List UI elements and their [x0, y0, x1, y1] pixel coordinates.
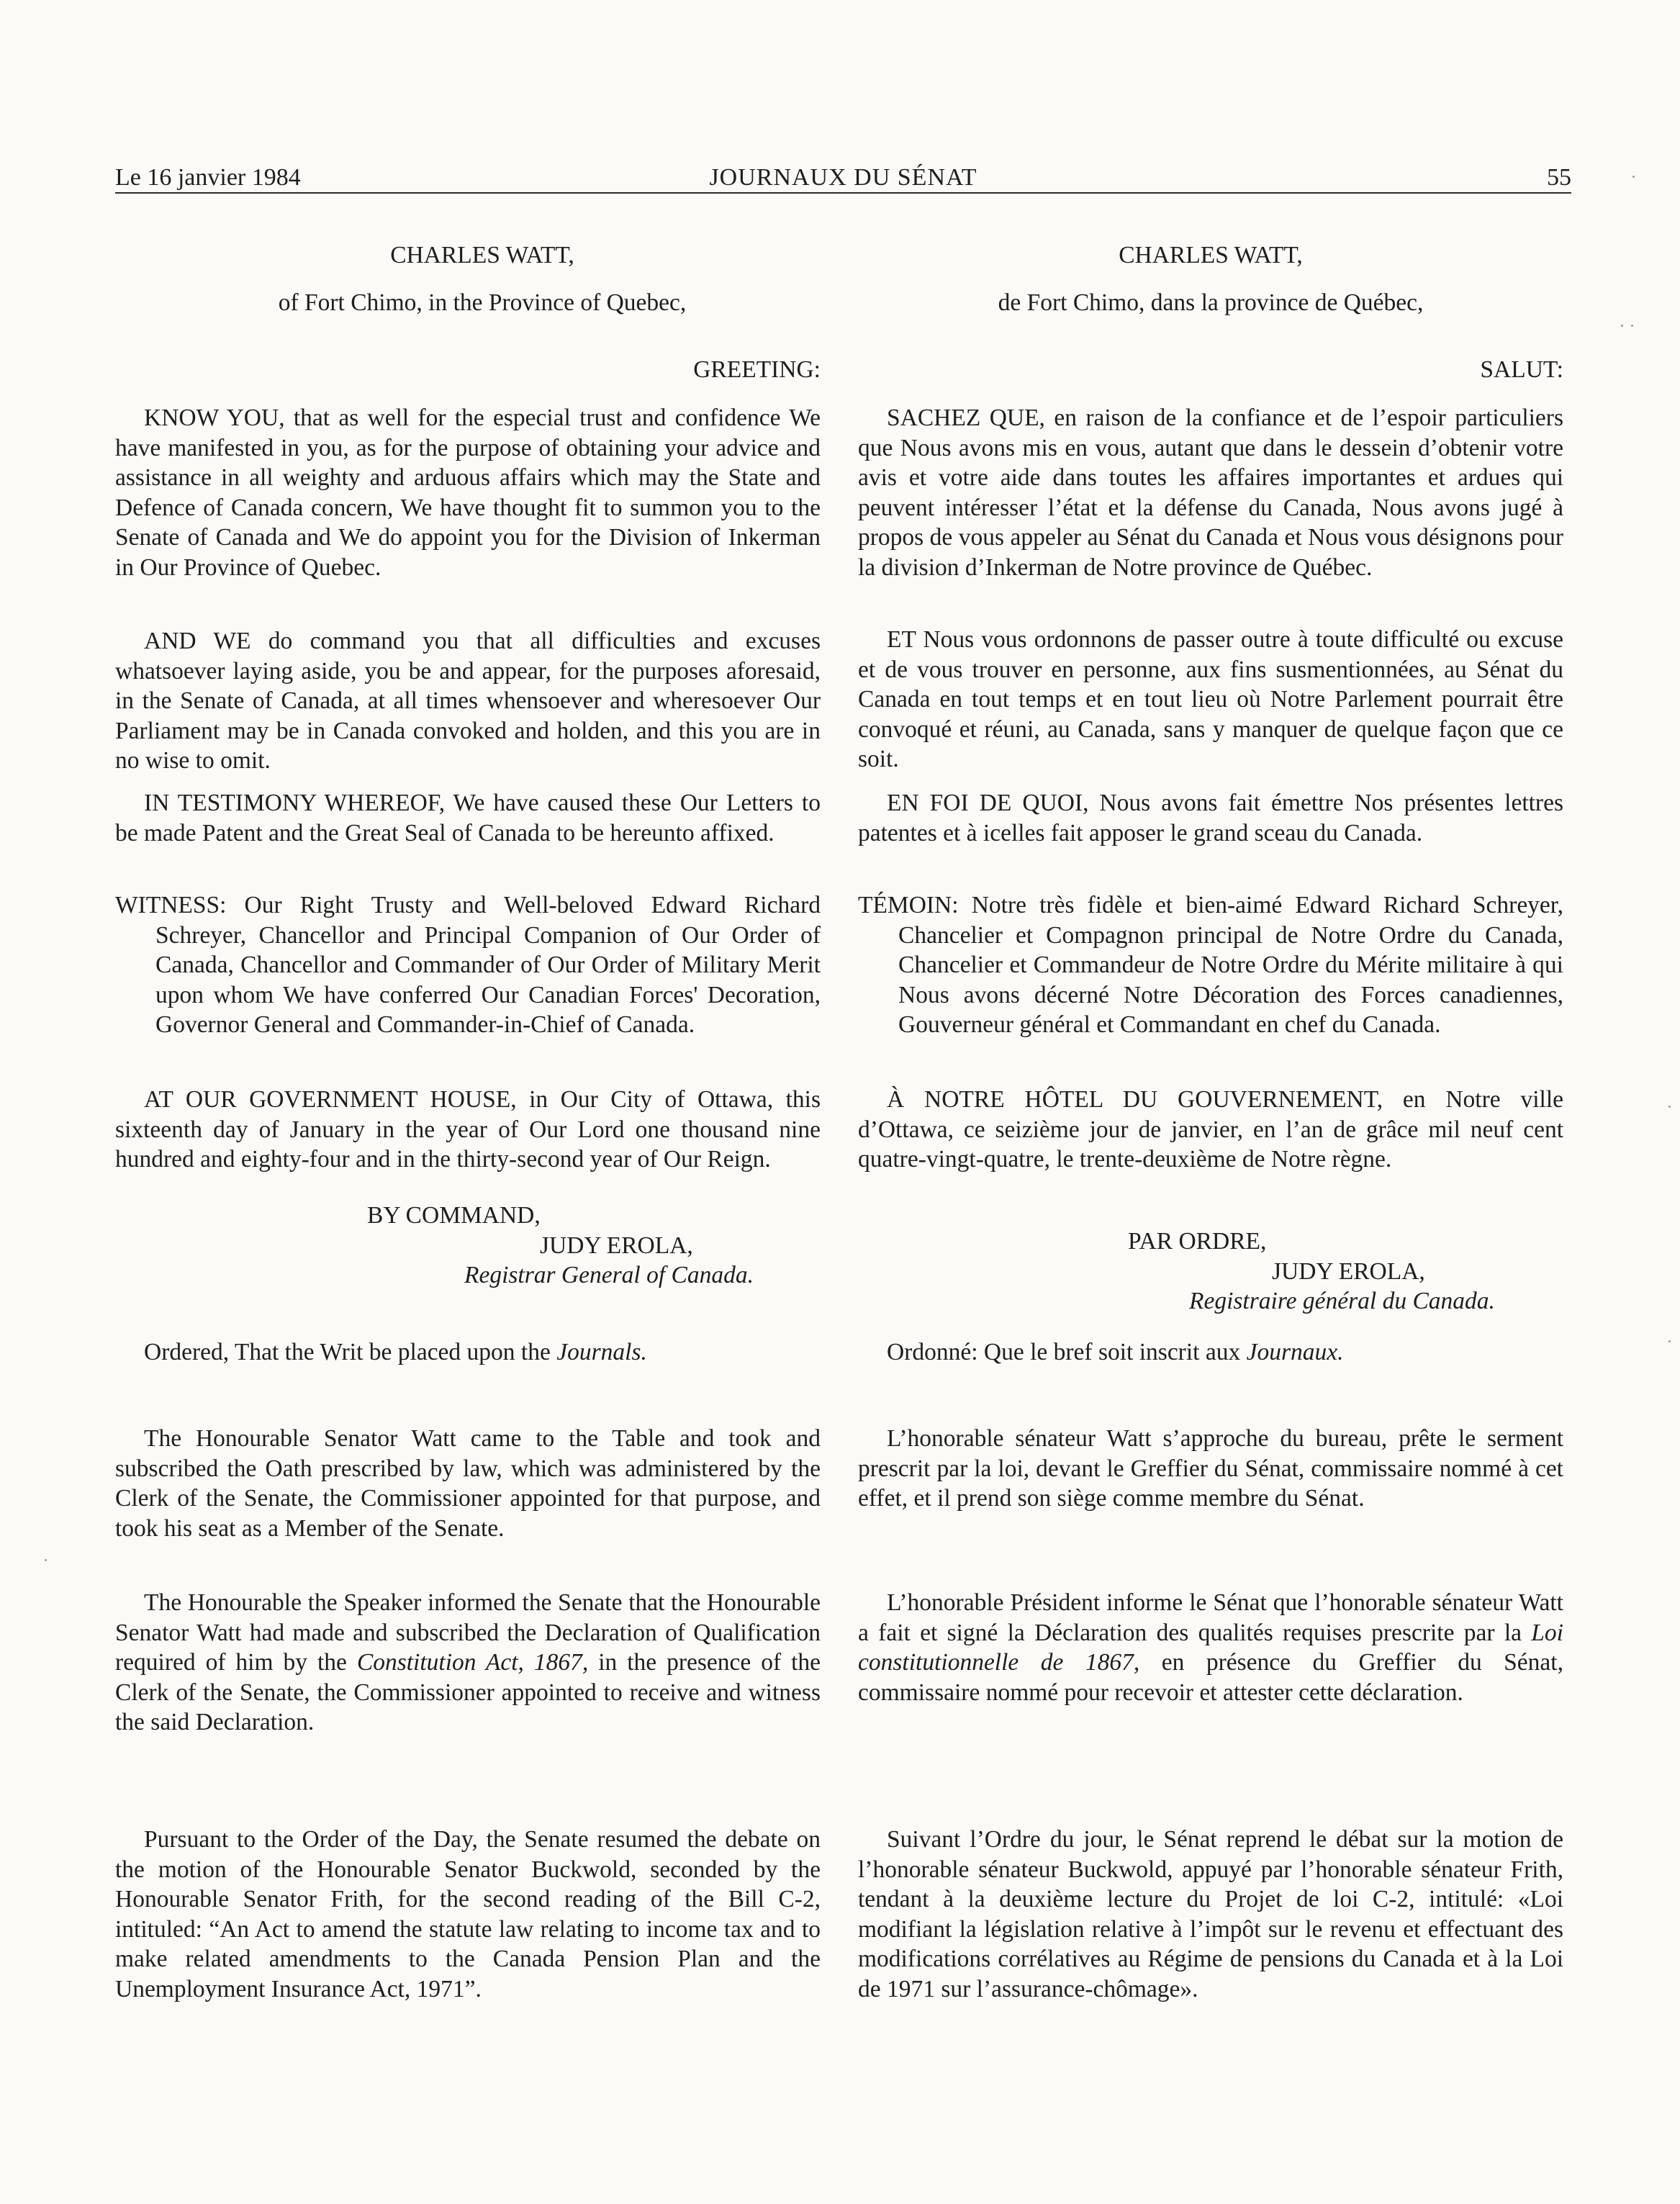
speaker-text-1: L’honorable Président informe le Sénat que l’honorable sénateur Watt a fait et signé la Déclaration des qualités requises prescrite par la	[858, 1589, 1563, 1646]
signatory-name: JUDY EROLA,	[540, 1232, 693, 1259]
oath-paragraph: The Honourable Senator Watt came to the Table and took and subscribed the Oath prescribed by law, which was administered by the Clerk of the Senate, the Commissioner appointed for that purpose, and took his seat as a Member of the Senate.	[115, 1425, 821, 1542]
ordered-journals: Journaux.	[1246, 1339, 1344, 1365]
scan-speck	[1632, 176, 1635, 178]
order-day-paragraph: Suivant l’Ordre du jour, le Sénat reprend le débat sur la motion de l’honorable sénateur Buckwold, appuyé par l’honorable sénateur Frith, tendant à la deuxième lecture du Projet de loi C-2, intitulé: «Loi modifiant la législation relative à l’impôt sur le revenu et effectuant des modifications corrélatives au Régime de pensions du Canada et à la Loi de 1971 sur l’assurance-chômage».	[858, 1826, 1563, 2002]
header-journal-title: JOURNAUX DU SÉNAT	[709, 164, 977, 191]
command-paragraph: ET Nous vous ordonnons de passer outre à toute difficulté ou excuse et de vous trouver en personne, aux fins susmentionnées, au Sénat du Canada en tout temps et en tout lieu où Notre Parlement pourrait être convoqué et réuni, au Canada, sans y manquer de quelque façon que ce soit.	[858, 626, 1563, 772]
by-command-text: PAR ORDRE,	[1128, 1228, 1267, 1255]
speaker-text-2: in the presence of the Clerk of the Senate, the Commissioner appointed to receive and witness the said Declaration.	[115, 1649, 821, 1735]
speaker-act-citation: Loi constitutionnelle de 1867,	[858, 1619, 1563, 1676]
running-header	[115, 163, 1571, 194]
ordered-text: Ordonné: Que le bref soit inscrit aux	[887, 1339, 1247, 1365]
oath-fr	[858, 1424, 1563, 1514]
witness-paragraph: WITNESS: Our Right Trusty and Well-beloved Edward Richard Schreyer, Chancellor and Principal Companion of Our Order of Canada, Chancellor and Commander of Our Order of Military Merit upon whom We have conferred Our Canadian Forces' Decoration, Governor General and Commander-in-Chief of Canada.	[115, 892, 821, 1038]
speaker-en	[115, 1588, 821, 1738]
scan-speck	[1621, 325, 1623, 327]
greeting-en	[115, 355, 821, 385]
witness-fr	[858, 890, 1563, 1040]
header-date: Le 16 janvier 1984	[115, 164, 301, 191]
scan-speck	[45, 1559, 47, 1561]
scan-speck	[1631, 325, 1633, 327]
page-number: 55	[1547, 164, 1571, 191]
by-command-text: BY COMMAND,	[367, 1202, 541, 1229]
testimony-en	[115, 788, 821, 848]
ordered-journals: Journals.	[556, 1339, 647, 1365]
government-house-en	[115, 1085, 821, 1175]
witness-en	[115, 890, 821, 1040]
speaker-fr	[858, 1588, 1563, 1707]
government-house-fr	[858, 1085, 1563, 1175]
signatory-name: JUDY EROLA,	[1272, 1257, 1425, 1285]
speaker-text-1: The Honourable the Speaker informed the Senate that the Honourable Senator Watt had made and subscribed the Declaration of Qualification required of him by the	[115, 1589, 821, 1676]
know-you-paragraph: KNOW YOU, that as well for the especial trust and confidence We have manifested in you, as for the purpose of obtaining your advice and assistance in all weighty and arduous affairs which may the State and Defence of Canada concern, We have thought fit to summon you to the Senate of Canada and We do appoint you for the Division of Inkerman in Our Province of Quebec.	[115, 405, 821, 581]
scan-speck	[1668, 1106, 1671, 1108]
signatory-title: Registrar General of Canada.	[464, 1262, 754, 1288]
speaker-paragraph	[115, 1588, 821, 1738]
by-command-en	[115, 1201, 821, 1291]
writ-name-en	[115, 240, 821, 271]
speaker-text-2: en présence du Greffier du Sénat, commissaire nommé pour recevoir et attester cette déclaration.	[858, 1649, 1563, 1706]
command-en	[115, 626, 821, 776]
by-command-fr	[858, 1227, 1563, 1316]
witness-paragraph: TÉMOIN: Notre très fidèle et bien-aimé Edward Richard Schreyer, Chancelier et Compagnon principal de Notre Ordre du Canada, Chancelier et Commandeur de Notre Ordre du Mérite militaire à qui Nous avons décerné Notre Décoration des Forces canadiennes, Gouverneur général et Commandant en chef du Canada.	[858, 892, 1563, 1038]
writ-place-text: of Fort Chimo, in the Province of Quebec,	[278, 289, 687, 316]
oath-en	[115, 1424, 821, 1543]
testimony-fr	[858, 788, 1563, 848]
ordered-text: Ordered, That the Writ be placed upon the	[144, 1339, 557, 1365]
writ-name-fr	[858, 240, 1563, 271]
know-you-fr	[858, 403, 1563, 582]
government-house-paragraph: À NOTRE HÔTEL DU GOUVERNEMENT, en Notre ville d’Ottawa, ce seizième jour de janvier, en l’an de grâce mil neuf cent quatre-vingt-quatre, le trente-deuxième de Notre règne.	[858, 1086, 1563, 1173]
command-paragraph: AND WE do command you that all difficulties and excuses whatsoever laying aside, you be and appear, for the purposes aforesaid, in the Senate of Canada, at all times whensoever and wheresoever Our Parliament may be in Canada convoked and holden, and this you are in no wise to omit.	[115, 628, 821, 774]
ordered-fr	[858, 1337, 1563, 1368]
writ-name-text: CHARLES WATT,	[390, 242, 574, 268]
scan-speck	[1668, 1340, 1671, 1342]
oath-paragraph: L’honorable sénateur Watt s’approche du bureau, prête le serment prescrit par la loi, devant le Greffier du Sénat, commissaire nommé à cet effet, et il prend son siège comme membre du Sénat.	[858, 1425, 1563, 1512]
government-house-paragraph: AT OUR GOVERNMENT HOUSE, in Our City of Ottawa, this sixteenth day of January in the year of Our Lord one thousand nine hundred and eighty-four and in the thirty-second year of Our Reign.	[115, 1086, 821, 1173]
know-you-en	[115, 403, 821, 582]
testimony-paragraph: IN TESTIMONY WHEREOF, We have caused these Our Letters to be made Patent and the Great Seal of Canada to be hereunto affixed.	[115, 790, 821, 846]
order-day-en	[115, 1825, 821, 2004]
greeting-text: GREETING:	[693, 356, 821, 383]
command-fr	[858, 625, 1563, 774]
greeting-text: SALUT:	[1480, 356, 1563, 383]
header-rule	[115, 192, 1571, 194]
speaker-paragraph	[858, 1588, 1563, 1707]
greeting-fr	[858, 355, 1563, 385]
speaker-act-citation: Constitution Act, 1867,	[356, 1649, 589, 1676]
writ-place-text: de Fort Chimo, dans la province de Québec,	[998, 289, 1424, 316]
order-day-paragraph: Pursuant to the Order of the Day, the Senate resumed the debate on the motion of the Honourable Senator Buckwold, seconded by the Honourable Senator Frith, for the second reading of the Bill C-2, intituled: “An Act to amend the statute law relating to income tax and to make related amendments to the Canada Pension Plan and the Unemployment Insurance Act, 1971”.	[115, 1826, 821, 2002]
know-you-paragraph: SACHEZ QUE, en raison de la confiance et de l’espoir particuliers que Nous avons mis en vous, autant que dans le dessein d’obtenir votre avis et votre aide dans toutes les affaires importantes et ardues qui peuvent intéresser l’état et la défense du Canada, Nous avons jugé à propos de vous appeler au Sénat du Canada et Nous vous désignons pour la division d’Inkerman de Notre province de Québec.	[858, 405, 1563, 581]
signatory-title: Registraire général du Canada.	[1189, 1288, 1495, 1314]
writ-place-en	[115, 288, 821, 318]
testimony-paragraph: EN FOI DE QUOI, Nous avons fait émettre Nos présentes lettres patentes et à icelles fait apposer le grand sceau du Canada.	[858, 790, 1563, 846]
writ-name-text: CHARLES WATT,	[1119, 242, 1303, 268]
writ-place-fr	[858, 288, 1563, 318]
order-day-fr	[858, 1825, 1563, 2004]
ordered-en	[115, 1337, 821, 1368]
